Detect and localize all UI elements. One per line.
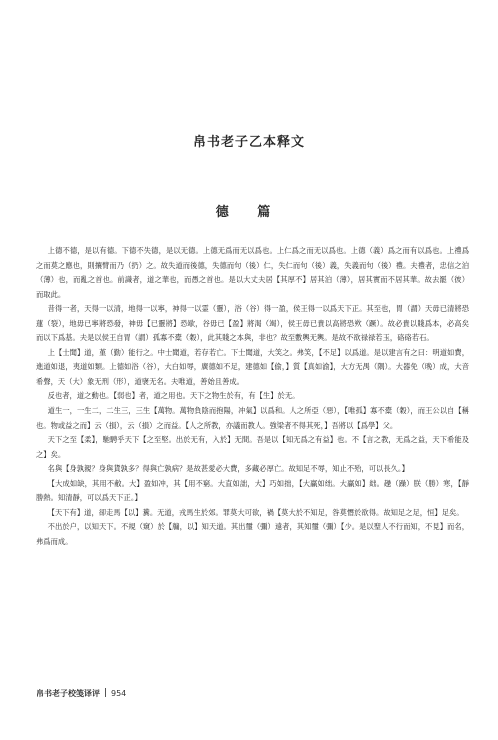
paragraph: 道生一，一生二，二生三，三生【萬物。萬物負陰而抱陽，冲氣】以爲和。人之所亞（惡），【唯孤】寡不橐（穀），而王公以自【稱也。物或益之而】云（損），云（損）之而益。【人之所教，亦議而教人。強梁者不得其死，】吾將以【爲學】父。 [36,406,469,430]
footer-book-title: 帛书老子校笺译评 [36,689,100,698]
paragraph: 【大成如缺，其用不敝。大】盈如冲，其【用不窮。大直如詘，大】巧如拙，【大贏如绌。大贏如】絀。趮（躁）朕（勝）寒，【靜勝熱。知清靜，可以爲天下正。】 [36,478,469,503]
paragraph: 天下之至【柔】，馳騁乎天下【之至堅。出於无有，入於】无間。吾是以【知无爲之有益】也。不【言之教，无爲之益，天下希能及之】矣。 [36,435,469,459]
page-title: 帛书老子乙本释文 [192,135,305,150]
paragraph: 上德不德，是以有德。下德不失德，是以无德。上德无爲而无以爲也。上仁爲之而无以爲也。上德（義）爲之而有以爲也。上禮爲之而莫之應也，則攘臂而乃（扔）之。故失道而後德，失德而句（後）仁，失仁而句（後）義，失義而句（後）禮。夫禮者，忠信之泊（薄）也，而亂之首也。前識者，道之華也，而愚之首也。是以大丈夫居【其厚不】居其泊（薄），居其實而不居其華。故去罷（彼）而取此。 [36,246,469,299]
paragraph: 昔得一者，天得一以清，地得一以寧，神得一以霊（靈），浴（谷）得一盈，侯王得一以爲天下正。其至也，胃（謂）天毋已清將恐蓮（裂），地毋已寧將恐發，神毋【已靈將】恐歇，谷毋已【盈】將渴（竭），侯王毋已貴以高將恐欮（蹶）。故必貴以賤爲本，必高矣而以下爲基。夫是以侯王自胃（謂）孤寡不橐（穀），此其賤之本與，非也？故至數輿无輿。是故不欲禄禄若玉，硌硌若石。 [36,304,469,343]
body-text [36,244,469,549]
paragraph: 【天下有】道，卻走馬【以】糞。无道，戎馬生於郊。罪莫大可欲，禍【莫大於不知足，咎莫憯於欲得。故知足之足，恒】足矣。 [47,507,464,517]
footer-separator [105,688,106,697]
paragraph: 上【士聞】道，堇（勤）能行之。中士聞道，若存若亡。下士聞道，大笑之。弗笑，【不足】以爲道。是以建言有之曰：明道如費，進道如退，夷道如類。上德如浴（谷），大白如辱，廣德如不足，建德如【偷，】質【真如渝】，大方无禺（隅）。大器免（晚）成，大音希聲，天（大）象无刑（形），道襃无名。夫唯道，善始且善成。 [36,347,469,386]
section-title: 德 篇 [215,205,283,220]
paragraph: 反也者，道之動也。【弱也】者，道之用也。天下之物生於有，有【生】於无。 [47,391,300,401]
paragraph: 不出於户，以知天下。不規（窺）於【牖，以】知天道。其出璽（彌）遠者，其知璽（彌）【少。是以聖人不行而知，不見】而名，弗爲而成。 [36,522,469,546]
paragraph: 名與【身孰親？身與貨孰多？得與亡孰病？是故甚愛必大費，多藏必厚亡。故知足不辱，知止不殆，可以長久。】 [47,464,409,474]
page-number: 954 [111,689,127,698]
page-footer [36,688,469,699]
